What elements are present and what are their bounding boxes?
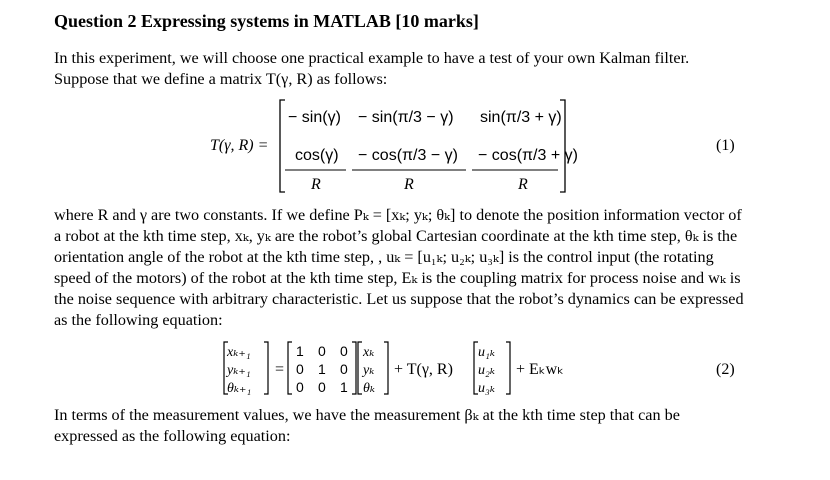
eq2-i32: 0 <box>318 379 326 395</box>
eq2-bracket-l3 <box>358 342 362 394</box>
eq1-denom-2: R <box>404 176 414 193</box>
eq2-i31: 0 <box>296 379 304 395</box>
equation-1 <box>0 92 830 202</box>
eq2-i22: 1 <box>318 361 326 377</box>
eq2-bracket-r3 <box>384 342 388 394</box>
eq2-bracket-r4 <box>506 342 510 394</box>
eq2-bracket-l2 <box>288 342 292 394</box>
eq2-i21: 0 <box>296 361 304 377</box>
eq1-r2c3: − cos(π/3 + γ) <box>478 147 578 164</box>
eq1-r1c1: − sin(γ) <box>288 109 341 126</box>
eq2-bracket-r1 <box>264 342 268 394</box>
eq2-xnext: xₖ₊₁ <box>227 345 251 360</box>
eq2-u1: u₁ₖ <box>478 345 495 360</box>
eq2-number: (2) <box>716 361 735 378</box>
equation-2 <box>0 338 830 400</box>
eq2-equals: = <box>275 361 285 378</box>
eq2-yk: yₖ <box>363 363 375 378</box>
eq1-denom-3: R <box>518 176 528 193</box>
eq2-i11: 1 <box>296 343 304 359</box>
eq2-middle: + T(γ, R) <box>394 361 453 378</box>
eq1-denom-1: R <box>311 176 321 193</box>
question-heading: Question 2 Expressing systems in MATLAB [10 marks] <box>54 11 479 31</box>
eq2-xk: xₖ <box>363 345 375 360</box>
eq1-lhs: T(γ, R) = <box>210 137 269 154</box>
eq2-u3: u₃ₖ <box>478 381 495 396</box>
eq1-number: (1) <box>716 137 735 154</box>
eq2-ynext: yₖ₊₁ <box>227 363 251 378</box>
eq1-r2c1: cos(γ) <box>295 147 339 164</box>
eq1-r2c2: − cos(π/3 − γ) <box>358 147 458 164</box>
description-paragraph: where R and γ are two constants. If we define Pₖ = [xₖ; yₖ; θₖ] to denote the position information vector of a robot at the kth time step, xₖ, yₖ are the robot’s global Cartesian coordinate at the kth time step, θₖ is the orientation angle of the robot at the kth time step, , uₖ = [u₁ₖ; u₂ₖ; u₃ₖ] is the control input (the rotating speed of the motors) of the robot at the kth time step, Eₖ is the coupling matrix for process noise and wₖ is the noise sequence with arbitrary characteristic. Let us suppose that the robot’s dynamics can be expressed as the following equation: <box>54 206 744 329</box>
eq2-thetak: θₖ <box>363 381 375 396</box>
eq2-i12: 0 <box>318 343 326 359</box>
eq2-i13: 0 <box>340 343 348 359</box>
eq1-r1c2: − sin(π/3 − γ) <box>358 109 454 126</box>
eq2-u2: u₂ₖ <box>478 363 495 378</box>
eq2-thetanext: θₖ₊₁ <box>227 381 252 396</box>
intro-paragraph: In this experiment, we will choose one practical example to have a test of your own Kalman filter. Suppose that we define a matrix T(γ, R) as follows: <box>54 49 690 88</box>
eq2-i23: 0 <box>340 361 348 377</box>
eq1-r1c3: sin(π/3 + γ) <box>480 109 562 126</box>
eq2-tail: + Eₖwₖ <box>516 361 564 378</box>
eq1-left-bracket <box>280 100 285 192</box>
closing-paragraph: In terms of the measurement values, we have the measurement βₖ at the kth time step that can be expressed as the following equation: <box>54 406 680 445</box>
eq2-i33: 1 <box>340 379 348 395</box>
eq2-bracket-r2 <box>352 342 356 394</box>
